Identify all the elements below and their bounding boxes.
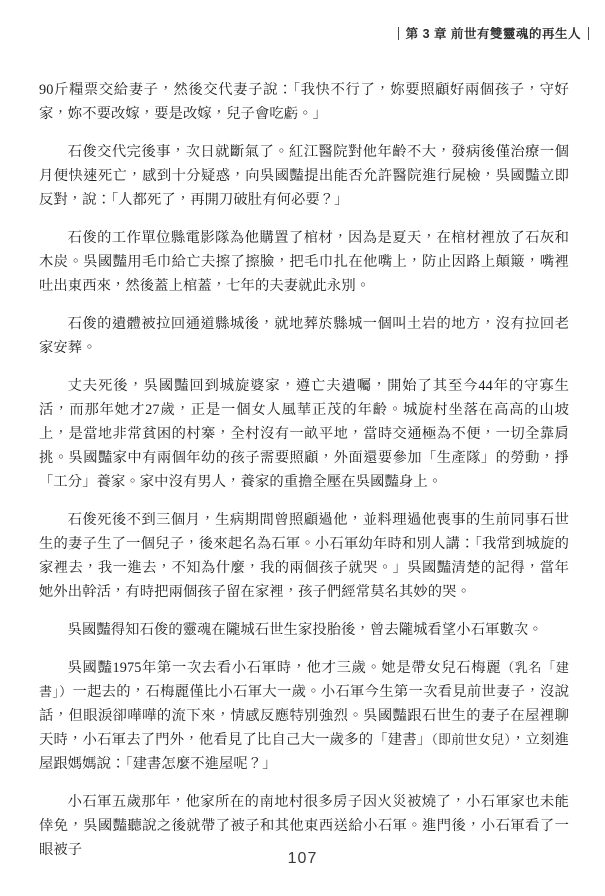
paragraph — [39, 374, 569, 494]
running-header — [398, 24, 589, 42]
text-segment: 一起去的，石梅麗僅比小石軍大一歲。小石軍今生第一次看見前世妻子，沒說話，但眼淚卻嘩嘩的流下來，情感反應特別強烈。吳國豔跟石世生的妻子在屋裡聊天時，小石軍去了門外，他看見了比自己大一歲多的「建書」 — [39, 684, 569, 748]
text-segment: 吳國豔得知石俊的靈魂在隴城石世生家投胎後，曾去隴城看望小石軍數次。 — [67, 622, 543, 638]
text-segment: 丈夫死後，吳國豔回到城旋婆家，遵亡夫遺囑，開始了其至今44年的守寡生活，而那年她才27歲，正是一個女人風華正茂的年齡。城旋村坐落在高高的山坡上，是當地非常貧困的村寨，全村沒有一畝平地，當時交通極為不便，一切全靠肩挑。吳國豔家中有兩個年幼的孩子需要照顧，外面還要參加「生產隊」的勞動，掙「工分」養家。家中沒有男人，養家的重擔全壓在吳國豔身上。 — [39, 378, 569, 490]
header-rule-left — [398, 27, 399, 40]
text-segment: 吳國豔1975年第一次去看小石軍時，他才三歲。她是帶女兒石梅麗 — [67, 660, 502, 676]
paragraph — [39, 140, 569, 212]
text-segment: 小石軍五歲那年，他家所在的南地村很多房子因火災被燒了，小石軍家也未能倖免，吳國豔聽說之後就帶了被子和其他東西送給小石軍。進門後，小石軍看了一眼被子 — [39, 794, 569, 858]
text-segment: ，立刻進屋跟媽媽說：「建書怎麼不進屋呢？」 — [39, 732, 570, 772]
page-number: 107 — [287, 850, 318, 867]
text-segment: 石俊交代完後事，次日就斷氣了。紅江醫院對他年齡不大，發病後僅治療一個月便快速死亡，感到十分疑惑，向吳國豔提出能否允許醫院進行屍檢，吳國豔立即反對，說：「人都死了，再開刀破肚有何必要？」 — [39, 144, 569, 208]
text-segment: 90斤糧票交給妻子，然後交代妻子說：「我快不行了，妳要照顧好兩個孩子，守好家，妳不要改嫁，要是改嫁，兒子會吃虧。」 — [39, 82, 569, 122]
paragraph — [39, 226, 569, 298]
paragraph — [39, 78, 569, 126]
paragraph — [39, 618, 569, 642]
text-segment: 石俊的工作單位縣電影隊為他購置了棺材，因為是夏天，在棺材裡放了石灰和木炭。吳國豔用毛巾給亡夫擦了擦臉，把毛巾扎在他嘴上，防止因路上顛簸，嘴裡吐出東西來，然後蓋上棺蓋，七年的夫妻就此永別。 — [39, 230, 569, 294]
header-rule-right — [588, 27, 589, 40]
paragraph — [39, 312, 569, 360]
paragraph — [39, 508, 569, 604]
text-segment: 石俊死後不到三個月，生病期間曾照顧過他，並料理過他喪事的生前同事石世生的妻子生了一個兒子，後來起名為石軍。小石軍幼年時和別人講：「我常到城旋的家裡去，我一進去，不知為什麼，我的兩個孩子就哭。」吳國豔清楚的記得，當年她外出幹活，有時把兩個孩子留在家裡，孩子們經常莫名其妙的哭。 — [39, 512, 569, 600]
inline-annotation: （乳名「建書」） — [39, 660, 569, 699]
inline-annotation: （即前世女兒） — [431, 732, 512, 747]
chapter-title: 第 3 章 前世有雙靈魂的再生人 — [405, 27, 581, 41]
body-text — [39, 78, 569, 876]
paragraph — [39, 656, 569, 776]
text-segment: 石俊的遺體被拉回通道縣城後，就地葬於縣城一個叫土岩的地方，沒有拉回老家安葬。 — [39, 316, 569, 356]
